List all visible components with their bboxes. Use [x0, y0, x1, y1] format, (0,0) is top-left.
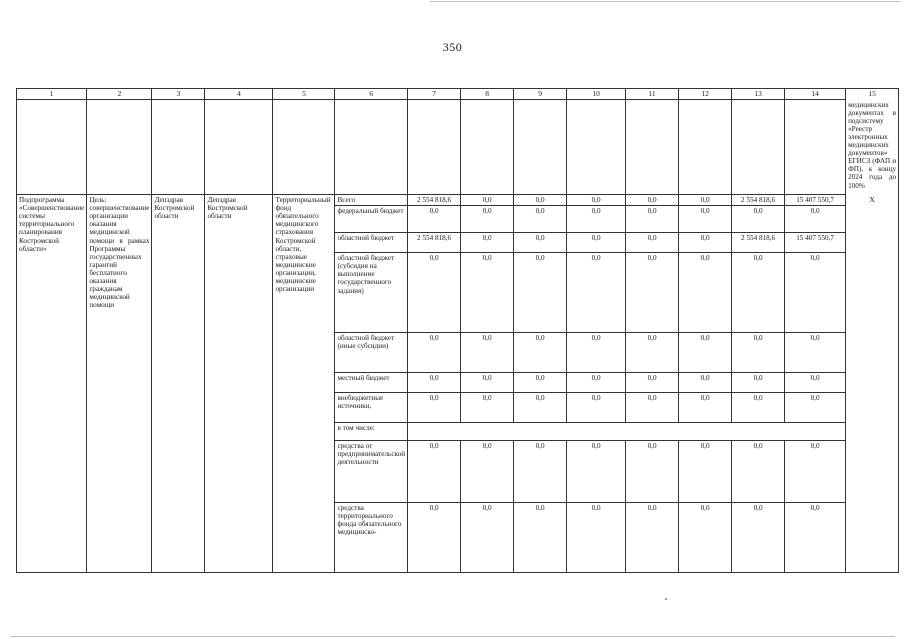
column-number: 8: [461, 89, 514, 100]
value-cell: 0,0: [732, 253, 785, 333]
value-cell: 0,0: [461, 195, 514, 206]
value-cell: 0,0: [626, 195, 679, 206]
program-coordinator: Депздрав Костромской области: [152, 195, 205, 573]
column-number: 11: [626, 89, 679, 100]
value-cell: 0,0: [461, 333, 514, 373]
value-cell: 0,0: [567, 206, 626, 233]
program-responsible: Депздрав Костромской области: [205, 195, 273, 573]
value-cell: 0,0: [514, 393, 567, 423]
value-cell: 0,0: [785, 206, 846, 233]
mark-x: X: [846, 195, 899, 573]
value-cell: 0,0: [567, 195, 626, 206]
value-cell: 0,0: [567, 333, 626, 373]
value-cell: 0,0: [461, 373, 514, 393]
value-cell: 0,0: [567, 253, 626, 333]
column-number: 3: [152, 89, 205, 100]
value-cell: 2 554 818,6: [732, 195, 785, 206]
value-cell: 0,0: [679, 503, 732, 573]
value-cell: 0,0: [626, 373, 679, 393]
value-cell: 0,0: [408, 253, 461, 333]
value-cell: 0,0: [785, 373, 846, 393]
column-number: 2: [87, 89, 152, 100]
value-cell: 0,0: [461, 441, 514, 503]
funding-source: областной бюджет: [335, 233, 408, 253]
funding-source: областной бюджет (субсидия на выполнение государственного задания): [335, 253, 408, 333]
value-cell: 0,0: [626, 206, 679, 233]
value-cell: 0,0: [514, 373, 567, 393]
scan-artifact-bottom: [10, 636, 895, 637]
value-cell: 2 554 818,6: [408, 195, 461, 206]
value-cell: 0,0: [567, 441, 626, 503]
funding-source: средства территориального фонда обязательного медицинско-: [335, 503, 408, 573]
column-number: 6: [335, 89, 408, 100]
column-number-row: [17, 89, 899, 100]
value-cell: 0,0: [679, 206, 732, 233]
column-number: 13: [732, 89, 785, 100]
column-number: 1: [17, 89, 87, 100]
value-cell: 0,0: [514, 333, 567, 373]
funding-source: Всего: [335, 195, 408, 206]
value-cell: 0,0: [785, 333, 846, 373]
value-cell: 2 554 818,6: [408, 233, 461, 253]
budget-table: [16, 88, 899, 573]
value-cell: 0,0: [785, 503, 846, 573]
continuation-row: [17, 100, 899, 195]
value-cell: 15 407 550,7: [785, 233, 846, 253]
value-cell: 0,0: [408, 503, 461, 573]
value-cell: 0,0: [461, 253, 514, 333]
value-cell: 0,0: [732, 373, 785, 393]
page-number: 350: [442, 40, 463, 54]
value-cell: 2 554 818,6: [732, 233, 785, 253]
value-cell: 0,0: [679, 441, 732, 503]
value-cell: 0,0: [732, 441, 785, 503]
value-cell: 0,0: [679, 233, 732, 253]
value-cell: 0,0: [567, 503, 626, 573]
value-cell: 0,0: [567, 393, 626, 423]
value-cell: 15 407 550,7: [785, 195, 846, 206]
column-number: 15: [846, 89, 899, 100]
value-cell: 0,0: [514, 253, 567, 333]
value-cell: 0,0: [626, 233, 679, 253]
value-cell: 0,0: [408, 333, 461, 373]
value-cell: 0,0: [732, 393, 785, 423]
value-cell: 0,0: [408, 393, 461, 423]
funding-source: средства от предпринимательской деятельности: [335, 441, 408, 503]
value-cell: 0,0: [785, 441, 846, 503]
table-row: [17, 195, 899, 206]
value-cell: 0,0: [514, 195, 567, 206]
column-number: 9: [514, 89, 567, 100]
value-cell: 0,0: [461, 393, 514, 423]
scan-artifact-top: [430, 1, 900, 2]
column-number: 5: [273, 89, 335, 100]
value-cell: 0,0: [785, 253, 846, 333]
value-cell: 0,0: [514, 503, 567, 573]
value-cell: 0,0: [408, 373, 461, 393]
value-cell: 0,0: [785, 393, 846, 423]
value-cell: 0,0: [732, 333, 785, 373]
value-cell: 0,0: [514, 441, 567, 503]
value-cell: 0,0: [626, 393, 679, 423]
funding-source: областной бюджет (иные субсидии): [335, 333, 408, 373]
value-cell: 0,0: [408, 206, 461, 233]
value-cell: 0,0: [626, 333, 679, 373]
value-cell: 0,0: [514, 206, 567, 233]
value-cell: 0,0: [514, 233, 567, 253]
value-cell: 0,0: [679, 195, 732, 206]
funding-source: в том числе:: [335, 423, 408, 441]
value-cell: 0,0: [626, 253, 679, 333]
column-number: 4: [205, 89, 273, 100]
value-cell: 0,0: [732, 206, 785, 233]
value-cell: 0,0: [732, 503, 785, 573]
program-goal: Цель: совершенствование организации оказания медицинской помощи в рамках Программы государственных гарантий бесплатного оказания гражданам медицинской помощи: [87, 195, 152, 573]
value-cell: 0,0: [679, 333, 732, 373]
scan-speck: [665, 598, 667, 600]
funding-source: местный бюджет: [335, 373, 408, 393]
value-cell: 0,0: [461, 206, 514, 233]
funding-source: федеральный бюджет: [335, 206, 408, 233]
value-cell: 0,0: [461, 503, 514, 573]
funding-source: внебюджетные источники,: [335, 393, 408, 423]
column-number: 7: [408, 89, 461, 100]
value-cell: 0,0: [408, 441, 461, 503]
continuation-text: медицинских документах в подсистему «Реестр электронных медицинских документов» ЕГИСЗ (ФАП и ФП), к концу 2024 года до 100%: [846, 100, 899, 195]
value-cell: 0,0: [679, 373, 732, 393]
value-cell: 0,0: [626, 441, 679, 503]
value-cell: 0,0: [461, 233, 514, 253]
value-cell: 0,0: [567, 373, 626, 393]
program-participants: Территориальный фонд обязательного медицинского страхования Костромской области, страховые медицинские организации, медицинские организации: [273, 195, 335, 573]
column-number: 10: [567, 89, 626, 100]
program-name: Подпрограмма «Совершенствование системы территориального планирования Костромской области»: [17, 195, 87, 573]
value-cell: 0,0: [626, 503, 679, 573]
column-number: 12: [679, 89, 732, 100]
value-cell: 0,0: [567, 233, 626, 253]
column-number: 14: [785, 89, 846, 100]
value-cell: 0,0: [679, 253, 732, 333]
value-cell: 0,0: [679, 393, 732, 423]
